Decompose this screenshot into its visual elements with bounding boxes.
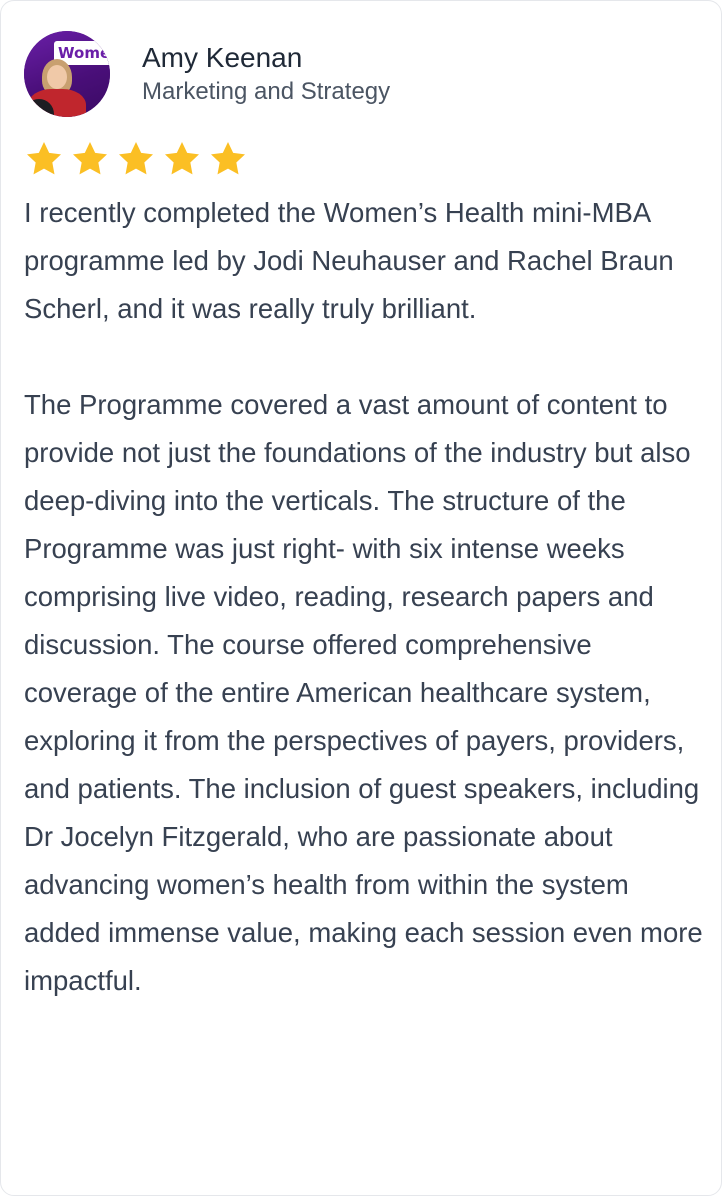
star-icon: [162, 139, 202, 179]
star-rating: [24, 139, 699, 179]
reviewer-info: [142, 41, 390, 107]
star-icon: [208, 139, 248, 179]
reviewer-header: [24, 31, 699, 117]
avatar: [24, 31, 110, 117]
star-icon: [70, 139, 110, 179]
review-paragraph-1: I recently completed the Women’s Health mini-MBA programme led by Jodi Neuhauser and Rachel Braun Scherl, and it was really truly brilliant.: [24, 197, 674, 324]
review-paragraph-2: The Programme covered a vast amount of content to provide not just the foundations of the industry but also deep-diving into the verticals. The structure of the Programme was just right- with six intense weeks comprising live video, reading, research papers and discussion. The course offered comprehensive coverage of the entire American healthcare system, exploring it from the perspectives of payers, providers, and patients. The inclusion of guest speakers, including Dr Jocelyn Fitzgerald, who are passionate about advancing women’s health from within the system added immense value, making each session even more impactful.: [24, 389, 703, 996]
star-icon: [24, 139, 64, 179]
avatar-sign: Wome: [54, 41, 110, 65]
review-text: [24, 189, 704, 1005]
star-icon: [116, 139, 156, 179]
reviewer-name: Amy Keenan: [142, 42, 303, 73]
avatar-face: [47, 65, 67, 89]
reviewer-role: Marketing and Strategy: [142, 78, 391, 105]
